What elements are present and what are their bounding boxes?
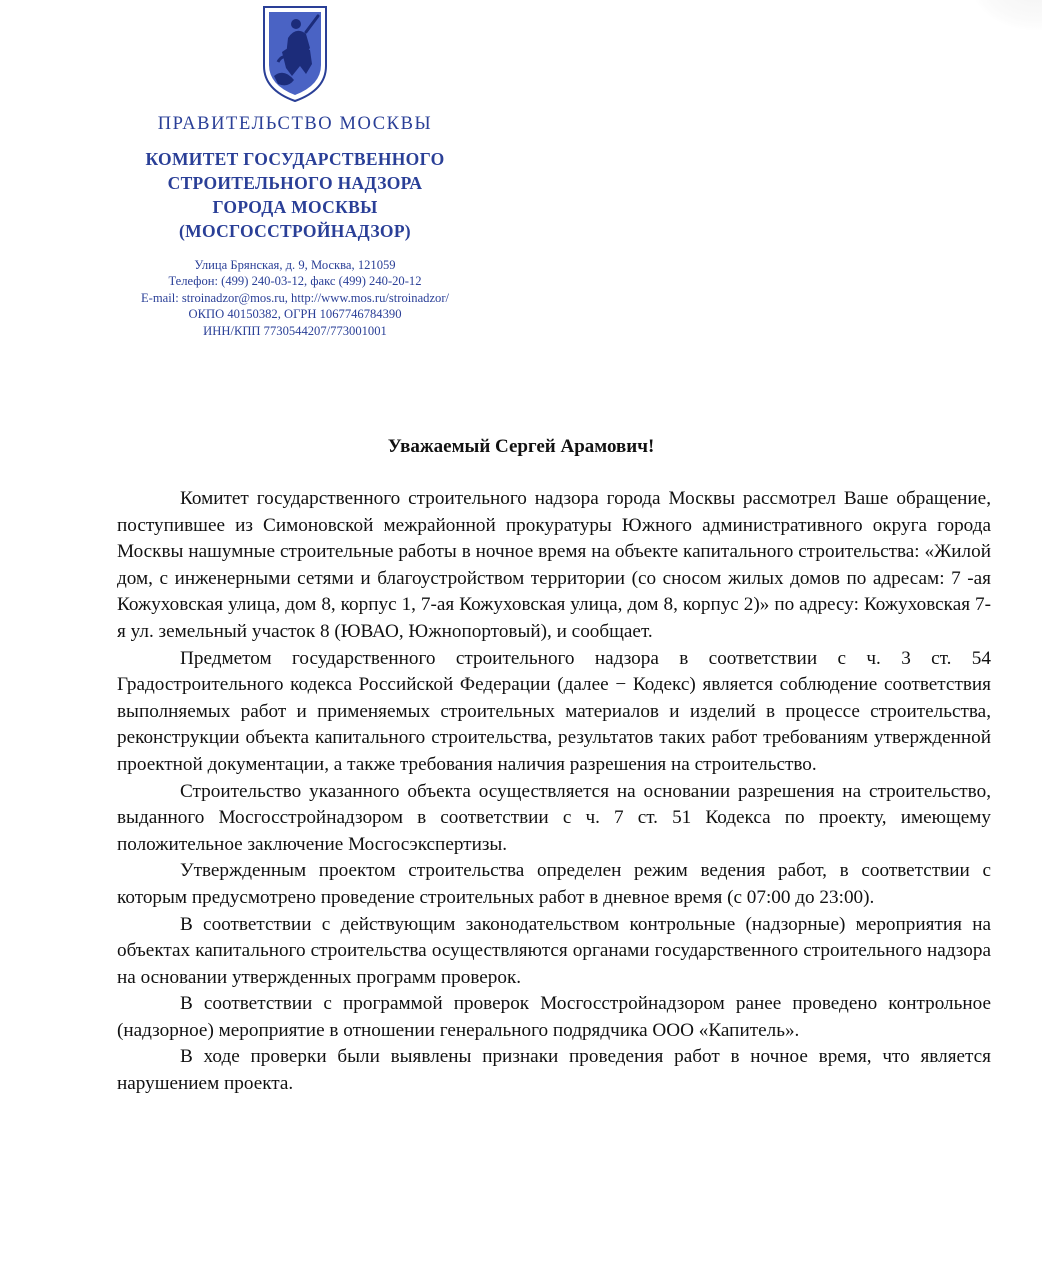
okpo-ogrn: ОКПО 40150382, ОГРН 1067746784390 [188, 307, 402, 322]
committee-line: СТРОИТЕЛЬНОГО НАДЗОРА [167, 173, 423, 193]
moscow-coat-of-arms-icon [260, 4, 330, 104]
committee-line: (МОСГОССТРОЙНАДЗОР) [179, 221, 411, 241]
page-corner-shadow [972, 0, 1042, 30]
paragraph: Строительство указанного объекта осуществляется на основании разрешения на строительство, выданного Мосгосстройнадзором в соответствии с ч. 7 ст. 51 Кодекса по проекту, имеющему положительное заключение Мосгосэкспертизы. [117, 780, 991, 855]
paragraph: В соответствии с действующим законодательством контрольные (надзорные) мероприятия на объектах капитального строительства осуществляются органами государственного строительного надзора на основании утвержденных программ проверок. [117, 913, 991, 988]
address: Улица Брянская, д. 9, Москва, 121059 [194, 258, 396, 272]
paragraph: Утвержденным проектом строительства определен режим ведения работ, в соответствии с которым предусмотрено проведение строительных работ в дневное время (с 07:00 до 23:00). [117, 860, 991, 908]
paragraph: Комитет государственного строительного надзора города Москвы рассмотрел Ваше обращение, поступившее из Симоновской межрайонной прокуратуры Южного административного округа города Москвы нашумные строительные работы в ночное время на объекте капитального строительства: «Жилой дом, с инженерными сетями и благоустройством территории (со сносом жилых домов по адресам: 7 -ая Кожуховская улица, дом 8, корпус 1, 7-ая Кожуховская улица, дом 8, корпус 2)» по адресу: Кожуховская 7-я ул. земельный участок 8 (ЮВАО, Южнопортовый), и сообщает. [117, 488, 991, 642]
phone: Телефон: (499) 240-03-12, факс (499) 240-20-12 [168, 274, 422, 289]
committee-line: КОМИТЕТ ГОСУДАРСТВЕННОГО [145, 149, 445, 169]
email: E-mail: stroinadzor@mos.ru, http://www.mos.ru/stroinadzor/ [140, 290, 450, 305]
paragraph: В ходе проверки были выявлены признаки проведения работ в ночное время, что является нарушением проекта. [117, 1046, 991, 1095]
government-title: ПРАВИТЕЛЬСТВО МОСКВЫ [157, 114, 433, 134]
committee-name [112, 147, 478, 243]
committee-line: ГОРОДА МОСКВЫ [212, 197, 378, 217]
contact-details [112, 257, 478, 339]
paragraph: Предметом государственного строительного надзора в соответствии с ч. 3 ст. 54 Градостроительного кодекса Российской Федерации (далее − Кодекс) является соблюдение соответствия выполняемых работ и применяемых строительных материалов и изделий в процессе строительства, реконструкции объекта капитального строительства, результатов таких работ требованиям утвержденной проектной документации, а также требования наличия разрешения на строительство. [117, 647, 991, 775]
greeting: Уважаемый Сергей Арамович! [387, 436, 655, 457]
letter-body [117, 486, 991, 1098]
inn-kpp: ИНН/КПП 7730544207/773001001 [203, 323, 387, 338]
paragraph: В соответствии с программой проверок Мосгосстройнадзором ранее проведено контрольное (надзорное) мероприятие в отношении генерального подрядчика ООО «Капитель». [117, 993, 991, 1041]
letterhead [112, 0, 478, 339]
